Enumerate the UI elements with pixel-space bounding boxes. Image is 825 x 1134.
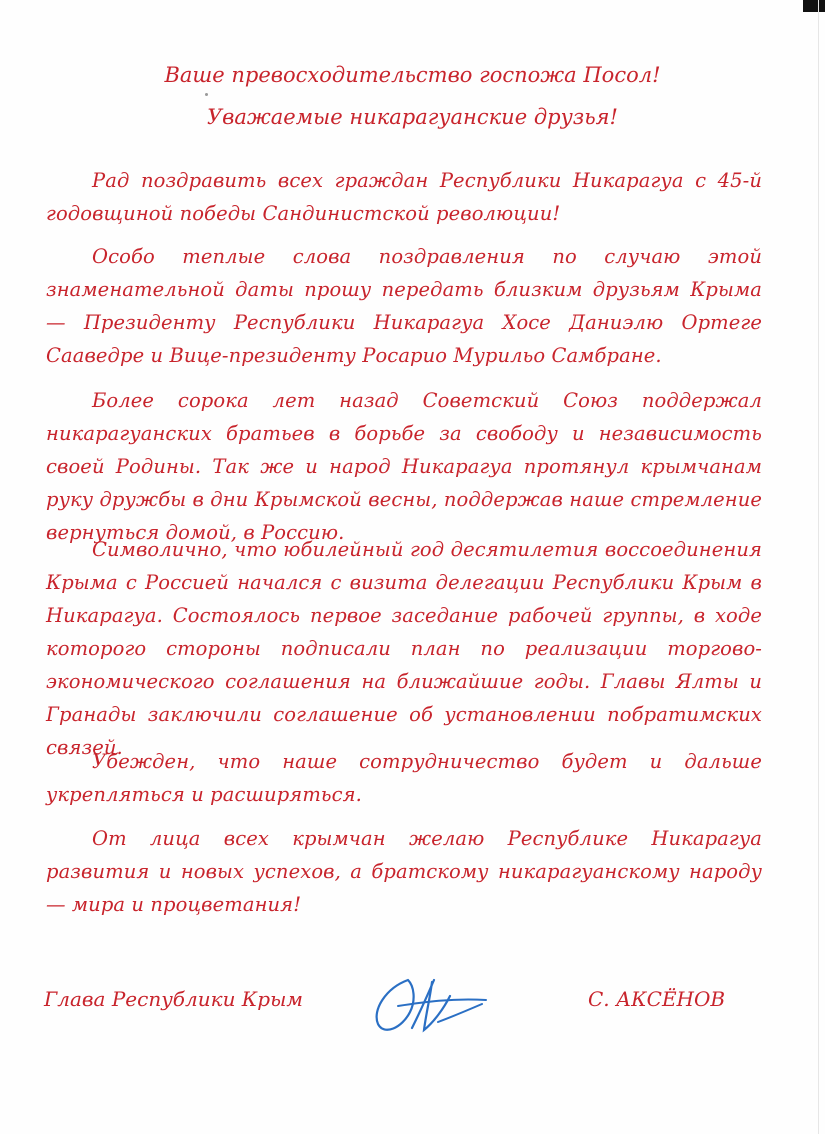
salutation-line-2: Уважаемые никарагуанские друзья! [207, 105, 618, 129]
paragraph-regards-to-leaders: Особо теплые слова поздравления по случаю этой знаменательной даты прошу передать близким друзьям Крыма — Президенту Республики Никарагуа Хосе Даниэлю Ортеге Сааведре и Вице-президенту Росарио Мурильо Самбране. [46, 245, 762, 367]
scan-corner-mark [803, 0, 825, 12]
paragraph-history: Более сорока лет назад Советский Союз поддержал никарагуанских братьев в борьбе за свободу и независимость своей Родины. Так же и народ Никарагуа протянул крымчанам руку дружбы в дни Крымской весны, поддержав наше стремление вернуться домой, в Россию. [46, 389, 762, 544]
scan-speck [205, 93, 208, 96]
paragraph-wishes: От лица всех крымчан желаю Республике Никарагуа развития и новых успехов, а братскому никарагуанскому народу — мира и процветания! [46, 827, 762, 916]
scan-edge-line [818, 0, 819, 1134]
handwritten-signature [368, 968, 492, 1046]
paragraph-congratulation: Рад поздравить всех граждан Республики Никарагуа с 45-й годовщиной победы Сандинистской революции! [46, 169, 762, 225]
signatory-title: Глава Республики Крым [44, 987, 303, 1011]
signatory-name: С. АКСЁНОВ [588, 987, 726, 1011]
paragraph-delegation: Символично, что юбилейный год десятилетия воссоединения Крыма с Россией начался с визита делегации Республики Крым в Никарагуа. Состоялось первое заседание рабочей группы, в ходе которого стороны подписали план по реализации торгово-экономического соглашения на ближайшие годы. Главы Ялты и Гранады заключили соглашение об установлении побратимских связей. [46, 538, 762, 759]
salutation-line-1: Ваше превосходительство госпожа Посол! [164, 63, 661, 87]
paragraph-cooperation: Убежден, что наше сотрудничество будет и дальше укрепляться и расширяться. [46, 750, 762, 806]
